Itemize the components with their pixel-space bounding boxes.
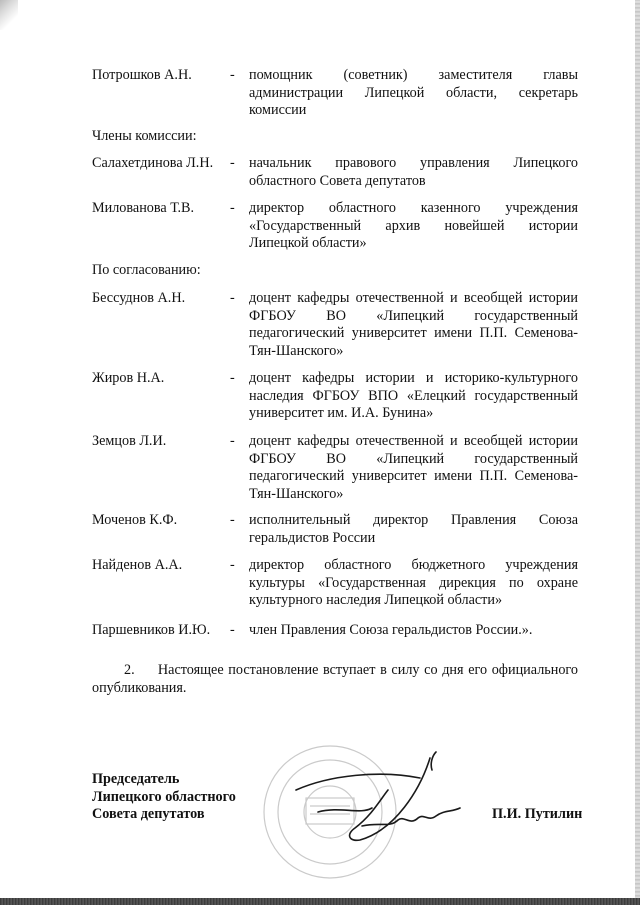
member-role: доцент кафедры отечественной и всеобщей истории ФГБОУ ВО «Липецкий государственный педагогический университет имени П.П. Семенова-Тян-Шанского» — [249, 433, 578, 502]
clause-text: Настоящее постановление вступает в силу со дня его официального опубликования. — [92, 662, 578, 696]
signatory-title-line2: Липецкого областного — [92, 788, 236, 805]
member-dash: - — [230, 370, 235, 386]
member-role: член Правления Союза геральдистов России.». — [249, 622, 533, 638]
member-dash: - — [230, 290, 235, 306]
scan-edge-right — [635, 0, 640, 905]
member-name: Потрошков А.Н. — [92, 67, 192, 83]
clause-number: 2. — [124, 662, 135, 678]
member-dash: - — [230, 512, 235, 528]
member-name: Бессуднов А.Н. — [92, 290, 186, 306]
handwritten-signature — [296, 752, 460, 840]
member-dash: - — [230, 433, 235, 449]
member-name: Моченов К.Ф. — [92, 512, 178, 528]
section-heading-agreement: По согласованию: — [92, 262, 201, 278]
member-role: доцент кафедры отечественной и всеобщей истории ФГБОУ ВО «Липецкий государственный педагогический университет имени П.П. Семенова-Тян-Шанского» — [249, 290, 578, 359]
member-dash: - — [230, 67, 235, 83]
member-name: Жиров Н.А. — [92, 370, 165, 386]
member-name: Земцов Л.И. — [92, 433, 167, 449]
official-seal — [264, 746, 396, 878]
member-role: директор областного бюджетного учреждения культуры «Государственная дирекция по охране культурного наследия Липецкой области» — [249, 557, 578, 608]
signatory-title-line1: Председатель — [92, 771, 180, 787]
member-role: директор областного казенного учреждения «Государственный архив новейшей истории Липецкой области» — [249, 200, 578, 251]
member-role: доцент кафедры истории и историко-культурного наследия ФГБОУ ВПО «Елецкий государственный университет им. И.А. Бунина» — [249, 370, 578, 421]
member-name: Салахетдинова Л.Н. — [92, 155, 214, 171]
member-role: помощник (советник) заместителя главы администрации Липецкой области, секретарь комиссии — [249, 67, 578, 118]
member-role: исполнительный директор Правления Союза геральдистов России — [249, 512, 578, 546]
member-dash: - — [230, 200, 235, 216]
member-dash: - — [230, 557, 235, 573]
member-dash: - — [230, 622, 235, 638]
member-name: Найденов А.А. — [92, 557, 183, 573]
member-name: Паршевников И.Ю. — [92, 622, 211, 638]
member-role: начальник правового управления Липецкого областного Совета депутатов — [249, 155, 578, 189]
scan-edge-bottom — [0, 898, 640, 905]
section-heading-members: Члены комиссии: — [92, 128, 197, 144]
member-name: Милованова Т.В. — [92, 200, 195, 216]
signatory-title-line3: Совета депутатов — [92, 806, 205, 822]
signatory-name: П.И. Путилин — [492, 806, 583, 822]
member-dash: - — [230, 155, 235, 171]
signature-block — [92, 771, 236, 824]
